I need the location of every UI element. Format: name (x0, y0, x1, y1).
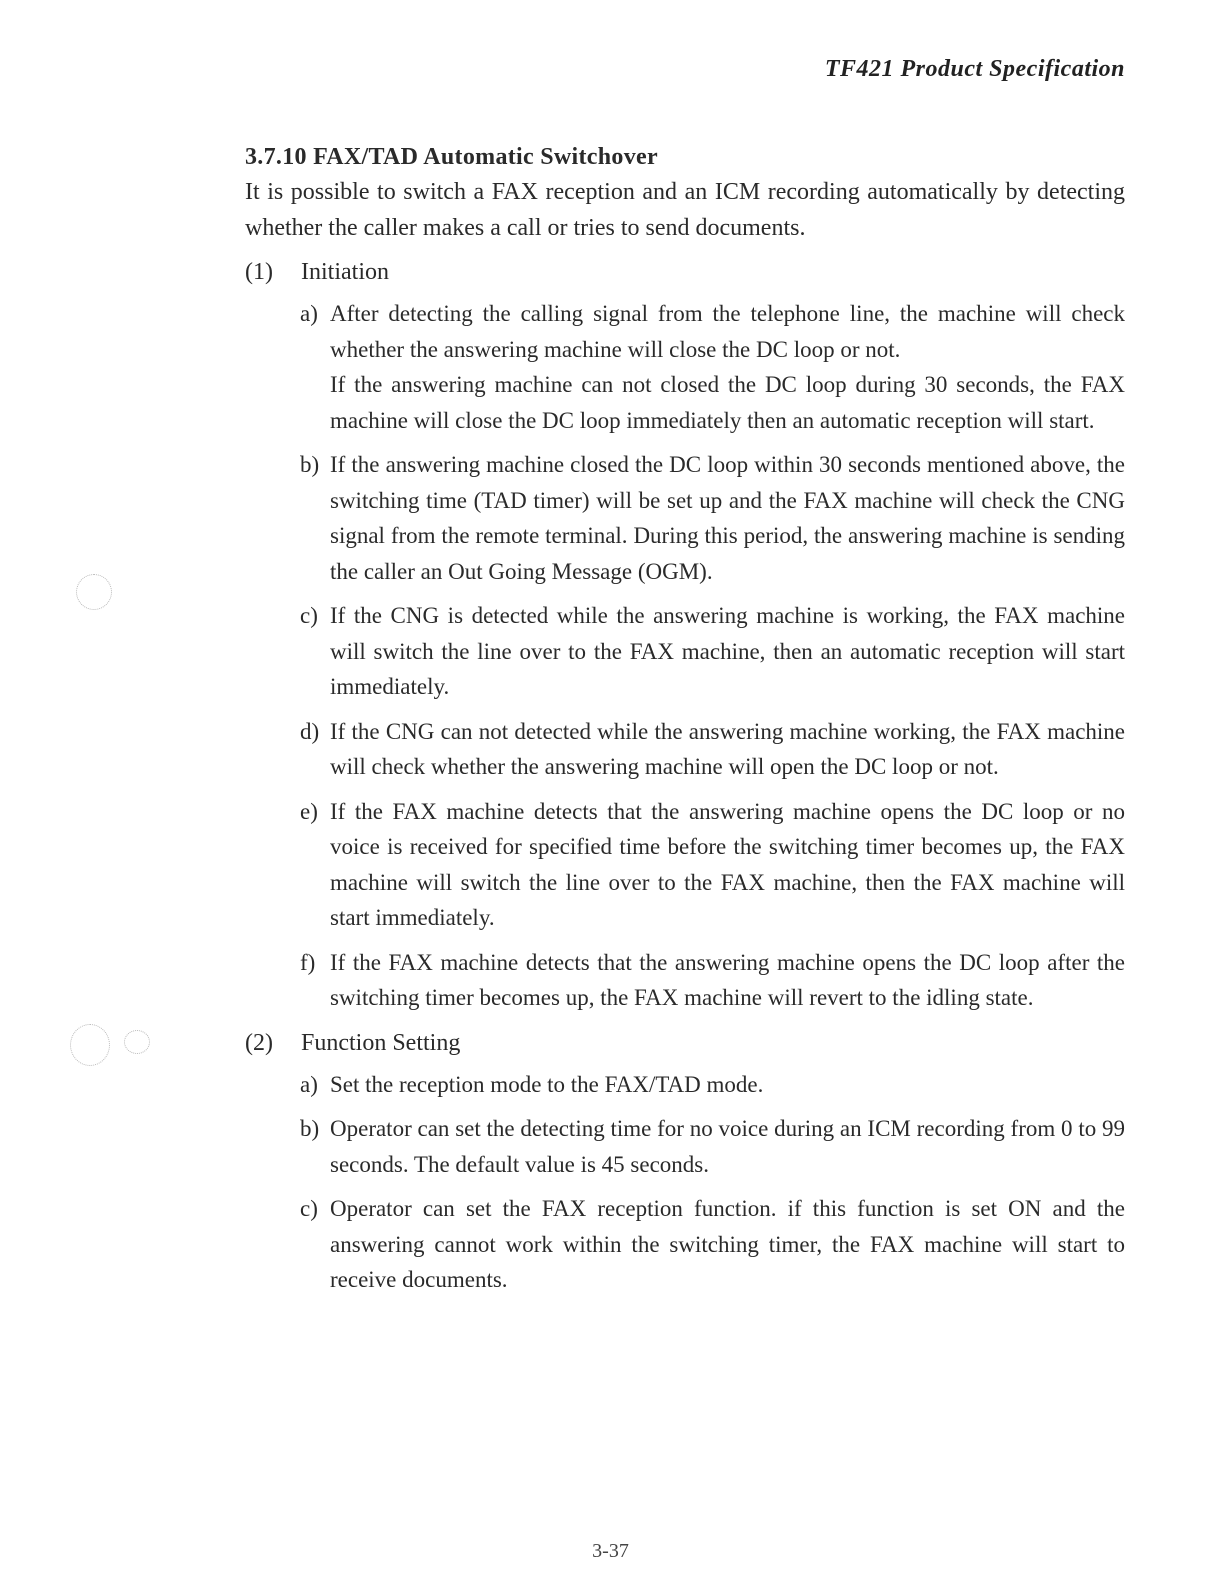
scan-artifact (70, 1024, 110, 1066)
page-number: 3-37 (592, 1540, 629, 1562)
item-letter: a) (300, 301, 318, 326)
item-paragraph: If the CNG is detected while the answering machine is working, the FAX machine will switch the line over to the FAX machine, then an automatic reception will start immediately. (330, 603, 1125, 699)
item-paragraph: After detecting the calling signal from the telephone line, the machine will check whether the answering machine will close the DC loop or not. (330, 301, 1125, 362)
item-paragraph: Set the reception mode to the FAX/TAD mode. (330, 1071, 764, 1097)
item-letter: f) (300, 949, 316, 975)
subsection-title: Initiation (301, 259, 389, 285)
scan-artifact (124, 1030, 150, 1054)
item-body (330, 945, 1125, 1016)
running-header: TF421 Product Specification (824, 56, 1125, 82)
item-letter: c) (300, 1196, 318, 1221)
section-heading: 3.7.10 FAX/TAD Automatic Switchover (245, 144, 658, 170)
list-item (300, 598, 1125, 705)
item-paragraph: If the CNG can not detected while the answering machine working, the FAX machine will check whether the answering machine will open the DC loop or not. (330, 718, 1125, 779)
list-item (300, 714, 1125, 785)
item-body (330, 794, 1125, 936)
list-item (300, 794, 1125, 936)
item-body (330, 296, 1125, 438)
item-letter: d) (300, 718, 320, 744)
list-item (300, 296, 1125, 438)
item-paragraph: If the answering machine can not closed the DC loop during 30 seconds, the FAX machine will close the DC loop immediately then an automatic reception will start. (330, 372, 1125, 433)
list-item (300, 1191, 1125, 1298)
subsection-heading (245, 254, 1125, 290)
list-item (300, 1111, 1125, 1182)
list-item (300, 447, 1125, 589)
item-body (330, 1067, 1125, 1103)
list-item (300, 1067, 1125, 1103)
item-letter: e) (300, 798, 318, 824)
item-letter: b) (300, 452, 320, 477)
subsections-container (245, 254, 1125, 1298)
section-intro: It is possible to switch a FAX reception and an ICM recording automatically by detecting whether the caller makes a call or tries to send documents. (245, 179, 1125, 241)
item-paragraph: If the answering machine closed the DC loop within 30 seconds mentioned above, the switching time (TAD timer) will be set up and the FAX machine will check the CNG signal from the remote terminal. During this period, the answering machine is sending the caller an Out Going Message (OGM). (330, 452, 1125, 584)
item-paragraph: Operator can set the FAX reception function. if this function is set ON and the answering cannot work within the switching timer, the FAX machine will start to receive documents. (330, 1196, 1125, 1292)
item-letter: c) (300, 603, 318, 628)
item-letter: b) (300, 1116, 320, 1141)
item-body (330, 714, 1125, 785)
item-paragraph: If the FAX machine detects that the answering machine opens the DC loop after the switching timer becomes up, the FAX machine will revert to the idling state. (330, 949, 1125, 1010)
item-letter: a) (300, 1071, 318, 1097)
list-item (300, 945, 1125, 1016)
subsection-heading (245, 1025, 1125, 1061)
item-paragraph: If the FAX machine detects that the answering machine opens the DC loop or no voice is received for specified time before the switching timer becomes up, the FAX machine will switch the line over to the FAX machine, then the FAX machine will start immediately. (330, 798, 1125, 930)
item-body (330, 447, 1125, 589)
item-list (300, 1067, 1125, 1298)
item-list (300, 296, 1125, 1016)
item-body (330, 598, 1125, 705)
subsection-number: (2) (245, 1029, 273, 1056)
subsection-number: (1) (245, 259, 273, 285)
item-paragraph: Operator can set the detecting time for no voice during an ICM recording from 0 to 99 seconds. The default value is 45 seconds. (330, 1116, 1125, 1177)
document-body (245, 140, 1125, 1307)
item-body (330, 1191, 1125, 1298)
scan-artifact (76, 574, 112, 610)
item-body (330, 1111, 1125, 1182)
subsection-title: Function Setting (301, 1029, 461, 1056)
